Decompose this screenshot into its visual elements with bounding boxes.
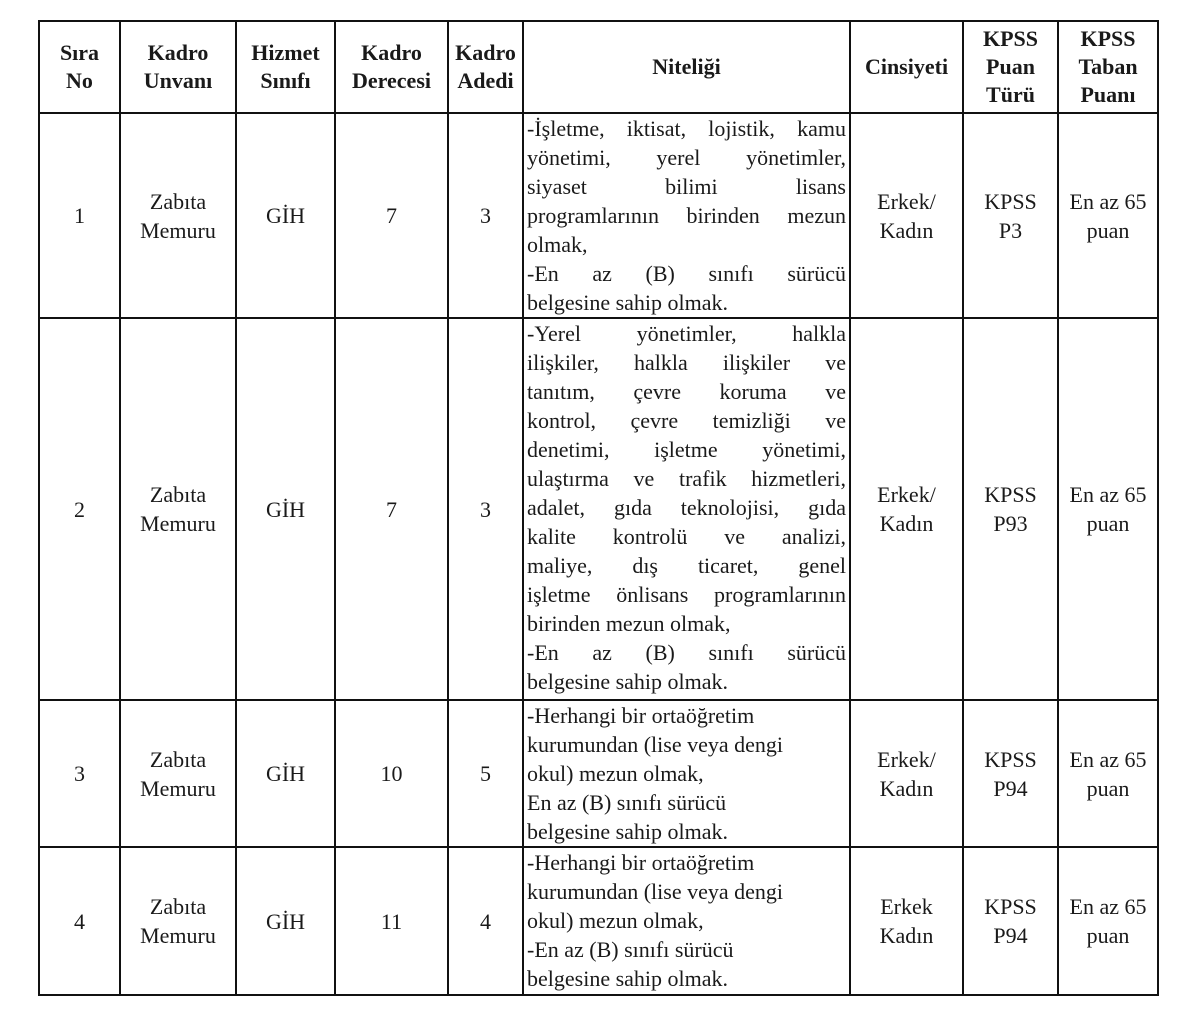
nitelik-line: -İşletme, iktisat, lojistik, kamu <box>527 116 846 141</box>
nitelik-line: -Herhangi bir ortaöğretim <box>527 703 755 728</box>
table-row <box>39 318 1158 700</box>
header-kadro-adedi <box>448 21 523 113</box>
cell-line: Sıra <box>59 40 100 65</box>
nitelik-line: -En az (B) sınıfı sürücü <box>527 261 846 286</box>
nitelik-line: okul) mezun olmak, <box>527 761 704 786</box>
cell-cinsiyeti <box>850 318 963 700</box>
cell-hizmet-sinifi: GİH <box>236 700 335 847</box>
nitelik-line: -En az (B) sınıfı sürücü <box>527 640 846 665</box>
cell-line: P3 <box>998 217 1023 243</box>
cell-line: Taban <box>1078 54 1138 79</box>
cell-line: Memuru <box>140 217 216 243</box>
cell-line: En az 65 <box>1069 188 1147 214</box>
table-row <box>39 113 1158 318</box>
nitelik-line: denetimi, işletme yönetimi, <box>527 437 846 462</box>
cell-kadro-derecesi: 7 <box>335 318 448 700</box>
cell-line: P94 <box>993 923 1028 948</box>
cell-line: Erkek/ <box>877 482 936 507</box>
cell-kadro-derecesi: 7 <box>335 113 448 318</box>
cell-line: P93 <box>993 511 1028 536</box>
header-hizmet-sinifi <box>236 21 335 113</box>
cell-line: Adedi <box>457 68 514 93</box>
cell-line: puan <box>1086 775 1130 801</box>
nitelik-line: kalite kontrolü ve analizi, <box>527 524 846 549</box>
cell-line: Zabıta <box>149 894 207 919</box>
nitelik-line: birinden mezun olmak, <box>527 611 731 636</box>
header-niteligi <box>523 21 850 113</box>
cell-kadro-unvani <box>120 318 236 700</box>
table-row <box>39 847 1158 995</box>
nitelik-line: yönetimi, yerel yönetimler, <box>527 145 846 170</box>
nitelik-line: maliye, dış ticaret, genel <box>527 553 846 578</box>
cell-line: Cinsiyeti <box>864 54 949 79</box>
cell-line: Hizmet <box>251 40 320 65</box>
cell-line: KPSS <box>984 746 1037 772</box>
cell-sira-no: 1 <box>39 113 120 318</box>
header-kpss-puan-turu <box>963 21 1058 113</box>
nitelik-line: belgesine sahip olmak. <box>527 819 729 844</box>
cell-line: Kadın <box>879 511 934 536</box>
cell-niteligi <box>523 318 850 700</box>
cell-line: En az 65 <box>1069 482 1147 507</box>
nitelik-line: -En az (B) sınıfı sürücü <box>527 937 734 962</box>
nitelik-line: belgesine sahip olmak. <box>527 290 729 315</box>
nitelik-line: kurumundan (lise veya dengi <box>527 879 783 904</box>
nitelik-line: okul) mezun olmak, <box>527 908 704 933</box>
nitelik-line: kontrol, çevre temizliği ve <box>527 408 846 433</box>
cell-line: En az 65 <box>1069 894 1147 919</box>
cell-line: P94 <box>993 775 1028 801</box>
cell-kadro-unvani <box>120 113 236 318</box>
nitelik-line: adalet, gıda teknolojisi, gıda <box>527 495 846 520</box>
table-row <box>39 700 1158 847</box>
cell-line: No <box>66 68 93 93</box>
nitelik-line: belgesine sahip olmak. <box>527 966 729 991</box>
cell-kpss-taban-puani <box>1058 700 1158 847</box>
cell-kadro-unvani <box>120 847 236 995</box>
cell-line: KPSS <box>984 188 1037 214</box>
cell-kpss-taban-puani <box>1058 847 1158 995</box>
cell-line: Zabıta <box>149 482 207 507</box>
cell-kpss-taban-puani <box>1058 113 1158 318</box>
header-kadro-unvani <box>120 21 236 113</box>
cell-line: Memuru <box>140 923 216 948</box>
header-kadro-derecesi <box>335 21 448 113</box>
cell-line: KPSS <box>1080 26 1136 51</box>
cell-line: En az 65 <box>1069 746 1147 772</box>
kadro-table <box>38 20 1159 996</box>
nitelik-line: -Herhangi bir ortaöğretim <box>527 850 755 875</box>
cell-kpss-puan-turu <box>963 700 1058 847</box>
cell-line: Türü <box>986 82 1035 107</box>
cell-line: Erkek/ <box>877 188 936 214</box>
header-sira-no <box>39 21 120 113</box>
cell-line: Kadın <box>879 775 934 801</box>
cell-line: Memuru <box>140 511 216 536</box>
cell-line: KPSS <box>984 894 1037 919</box>
cell-kpss-puan-turu <box>963 847 1058 995</box>
cell-kpss-taban-puani <box>1058 318 1158 700</box>
cell-line: Niteliği <box>652 54 721 79</box>
cell-sira-no: 3 <box>39 700 120 847</box>
cell-line: Zabıta <box>149 188 207 214</box>
cell-kadro-adedi: 4 <box>448 847 523 995</box>
nitelik-line: belgesine sahip olmak. <box>527 669 729 694</box>
cell-niteligi <box>523 847 850 995</box>
nitelik-line: tanıtım, çevre koruma ve <box>527 379 846 404</box>
cell-line: Kadro <box>361 40 422 65</box>
cell-hizmet-sinifi: GİH <box>236 113 335 318</box>
nitelik-line: kurumundan (lise veya dengi <box>527 732 783 757</box>
cell-line: Kadro <box>455 40 516 65</box>
cell-kpss-puan-turu <box>963 318 1058 700</box>
cell-kadro-derecesi: 10 <box>335 700 448 847</box>
cell-kpss-puan-turu <box>963 113 1058 318</box>
cell-hizmet-sinifi: GİH <box>236 847 335 995</box>
nitelik-line: işletme önlisans programlarının <box>527 582 846 607</box>
cell-line: puan <box>1086 217 1130 243</box>
cell-line: Erkek <box>880 894 933 919</box>
nitelik-line: ulaştırma ve trafik hizmetleri, <box>527 466 846 491</box>
cell-kadro-unvani <box>120 700 236 847</box>
cell-kadro-adedi: 3 <box>448 318 523 700</box>
cell-line: Erkek/ <box>877 746 936 772</box>
cell-line: Unvanı <box>143 68 213 93</box>
cell-niteligi <box>523 700 850 847</box>
cell-cinsiyeti <box>850 847 963 995</box>
cell-line: Kadın <box>879 923 934 948</box>
nitelik-line: programlarının birinden mezun <box>527 203 846 228</box>
cell-cinsiyeti <box>850 700 963 847</box>
header-cinsiyeti <box>850 21 963 113</box>
cell-sira-no: 2 <box>39 318 120 700</box>
cell-line: puan <box>1086 923 1130 948</box>
cell-line: Derecesi <box>352 68 431 93</box>
cell-line: Kadın <box>879 217 934 243</box>
cell-kadro-adedi: 3 <box>448 113 523 318</box>
cell-hizmet-sinifi: GİH <box>236 318 335 700</box>
header-kpss-taban-puani <box>1058 21 1158 113</box>
nitelik-line: ilişkiler, halkla ilişkiler ve <box>527 350 846 375</box>
cell-line: Puanı <box>1080 82 1136 107</box>
cell-niteligi <box>523 113 850 318</box>
cell-kadro-adedi: 5 <box>448 700 523 847</box>
nitelik-line: En az (B) sınıfı sürücü <box>527 790 727 815</box>
cell-line: KPSS <box>982 26 1039 51</box>
cell-line: Zabıta <box>149 746 207 772</box>
cell-line: Puan <box>986 54 1035 79</box>
cell-cinsiyeti <box>850 113 963 318</box>
cell-line: KPSS <box>984 482 1037 507</box>
cell-line: Sınıfı <box>260 68 311 93</box>
nitelik-line: olmak, <box>527 232 588 257</box>
cell-kadro-derecesi: 11 <box>335 847 448 995</box>
cell-line: puan <box>1086 511 1130 536</box>
cell-line: Kadro <box>147 40 209 65</box>
nitelik-line: -Yerel yönetimler, halkla <box>527 321 846 346</box>
nitelik-line: siyaset bilimi lisans <box>527 174 846 199</box>
header-row <box>39 21 1158 113</box>
cell-sira-no: 4 <box>39 847 120 995</box>
cell-line: Memuru <box>140 775 216 801</box>
